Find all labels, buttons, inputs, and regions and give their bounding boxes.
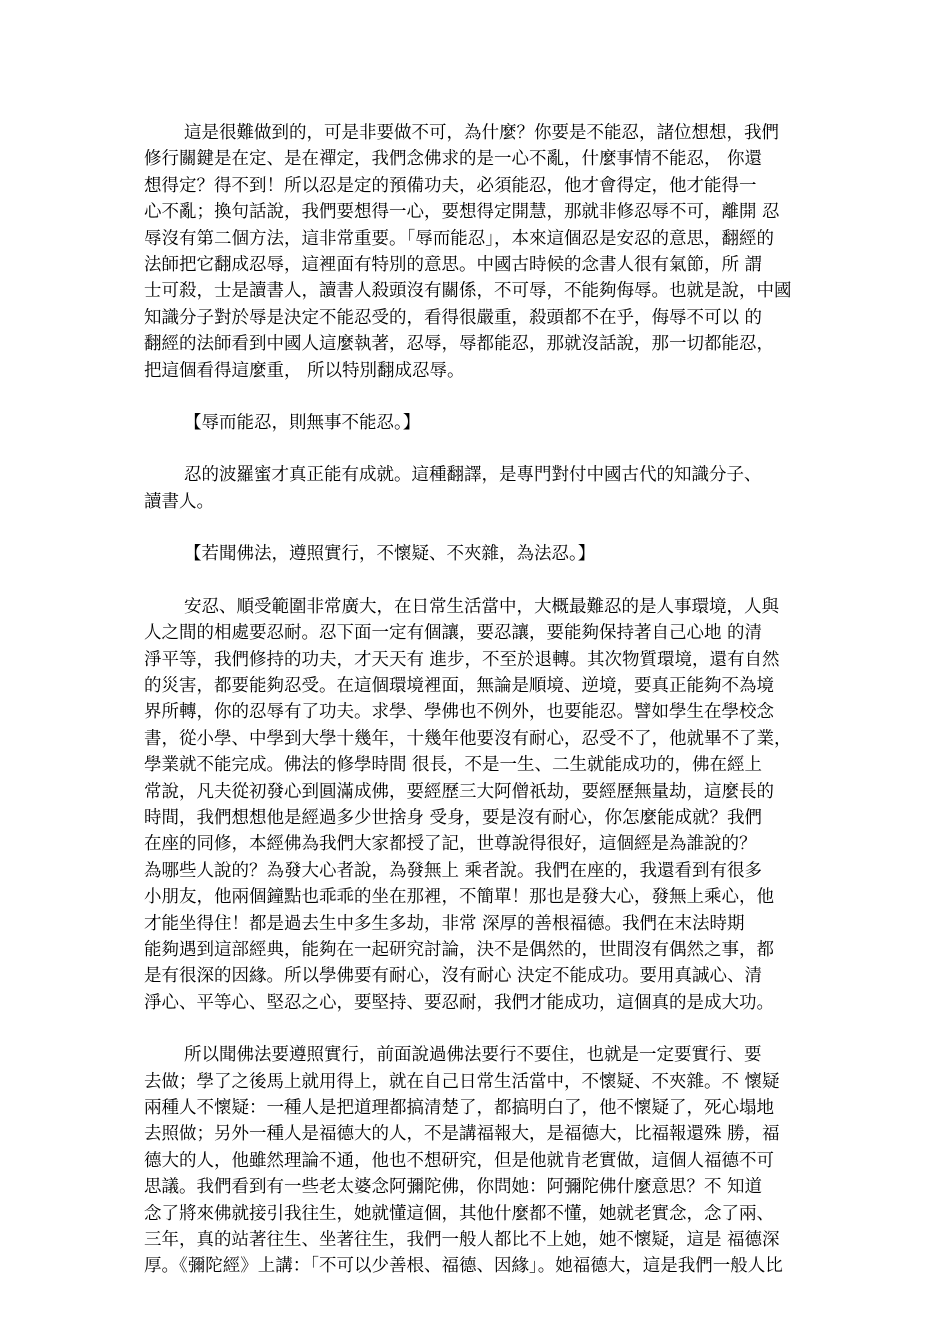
text-line: 在座的同修，本經佛為我們大家都授了記，世尊說得很好，這個經是為誰說的？ <box>144 834 757 855</box>
text-line: 想得定？得不到！所以忍是定的預備功夫，必須能忍，他才會得定，他才能得一 <box>144 175 757 196</box>
paragraph-4 <box>144 1042 810 1280</box>
text-line: 兩種人不懷疑：一種人是把道理都搞清楚了，都搞明白了，他不懷疑了，死心塌地 <box>144 1098 774 1118</box>
text-line: 士可殺，士是讀書人，讀書人殺頭沒有關係，不可辱，不能夠侮辱。也就是說，中國 <box>144 281 792 302</box>
text-line: 德大的人，他雖然理論不通，他也不想研究，但是他就肯老實做，這個人福德不可 <box>144 1150 774 1171</box>
text-line: 忍的波羅蜜才真正能有成就。這種翻譯，是專門對付中國古代的知識分子、 <box>184 465 762 486</box>
text-line: 時間，我們想想他是經過多少世捨身 受身，要是沒有耐心，你怎麼能成就？我們 <box>144 807 763 828</box>
text-line: 厚。《彌陀經》上講：「不可以少善根、福德、因緣」。她福德大，這是我們一般人比 <box>144 1256 783 1277</box>
sutra-quote-1 <box>144 410 810 436</box>
text-line: 心不亂；換句話說，我們要想得一心，要想得定開慧，那就非修忍辱不可，離開 忍 <box>144 202 780 223</box>
text-line: 常說，凡夫從初發心到圓滿成佛，要經歷三大阿僧祇劫，要經歷無量劫，這麼長的 <box>144 781 774 802</box>
sutra-quote-2 <box>144 541 810 567</box>
text-line: 界所轉，你的忍辱有了功夫。求學、學佛也不例外，也要能忍。譬如學生在學校念 <box>144 702 774 723</box>
text-line: 念了將來佛就接引我往生，她就懂這個，其他什麼都不懂，她就老實念，念了兩、 <box>144 1203 774 1224</box>
text-line: 三年，真的站著往生、坐著往生，我們一般人都比不上她，她不懷疑，這是 福德深 <box>144 1230 780 1251</box>
text-line: 學業就不能完成。佛法的修學時間 很長，不是一生、二生就能成功的，佛在經上 <box>144 755 763 776</box>
text-line: 的災害，都要能夠忍受。在這個環境裡面，無論是順境、逆境，要真正能夠不為境 <box>144 675 774 696</box>
text-line: 書，從小學、中學到大學十幾年，十幾年他要沒有耐心，忍受不了，他就畢不了業， <box>144 728 792 749</box>
paragraph-gap <box>144 384 810 410</box>
text-line: 翻經的法師看到中國人這麼執著，忍辱，辱都能忍，那就沒話說，那一切都能忍， <box>144 334 774 355</box>
paragraph-gap <box>144 515 810 541</box>
text-line: 才能坐得住！都是過去生中多生多劫，非常 深厚的善根福德。我們在末法時期 <box>144 913 745 934</box>
document-page <box>144 120 810 1280</box>
paragraph-gap <box>144 1016 810 1042</box>
text-line: 思議。我們看到有一些老太婆念阿彌陀佛，你問她：阿彌陀佛什麼意思？不 知道 <box>144 1177 763 1198</box>
text-line: 修行關鍵是在定、是在禪定，我們念佛求的是一心不亂，什麼事情不能忍， 你還 <box>144 149 763 170</box>
text-line: 去做；學了之後馬上就用得上，就在自己日常生活當中，不懷疑、不夾雜。不 懷疑 <box>144 1071 780 1092</box>
paragraph-gap <box>144 568 810 594</box>
text-line: 法師把它翻成忍辱，這裡面有特別的意思。中國古時候的念書人很有氣節，所 謂 <box>144 255 763 276</box>
text-line: 去照做；另外一種人是福德大的人，不是講福報大，是福德大，比福報還殊 勝，福 <box>144 1124 780 1145</box>
text-line: 人之間的相處要忍耐。忍下面一定有個讓，要忍讓，要能夠保持著自己心地 的清 <box>144 623 763 644</box>
paragraph-3 <box>144 594 810 1017</box>
text-line: 知識分子對於辱是決定不能忍受的，看得很嚴重，殺頭都不在乎，侮辱不可以 的 <box>144 307 763 328</box>
paragraph-gap <box>144 436 810 462</box>
text-line: 能夠遇到這部經典，能夠在一起研究討論，決不是偶然的，世間沒有偶然之事，都 <box>144 939 774 960</box>
text-line: 淨心、平等心、堅忍之心，要堅持、要忍耐，我們才能成功，這個真的是成大功。 <box>144 992 774 1013</box>
text-line: 淨平等，我們修持的功夫，才天天有 進步，不至於退轉。其次物質環境，還有自然 <box>144 649 780 670</box>
text-line: 小朋友，他兩個鐘點也乖乖的坐在那裡，不簡單！那也是發大心，發無上乘心，他 <box>144 887 774 908</box>
text-line: 安忍、順受範圍非常廣大，在日常生活當中，大概最難忍的是人事環境，人與 <box>184 596 779 617</box>
text-line: 為哪些人說的？為發大心者說，為發無上 乘者說。我們在座的，我還看到有很多 <box>144 860 763 881</box>
text-line: 【若聞佛法，遵照實行，不懷疑、不夾雜，為法忍。】 <box>184 544 596 565</box>
text-line: 所以聞佛法要遵照實行，前面說過佛法要行不要住，也就是一定要實行、要 <box>184 1045 762 1066</box>
text-line: 這是很難做到的，可是非要做不可，為什麼？你要是不能忍，諸位想想，我們 <box>184 123 779 143</box>
paragraph-2 <box>144 462 810 515</box>
paragraph-1 <box>144 120 810 384</box>
text-line: 讀書人。 <box>144 491 214 512</box>
text-line: 辱沒有第二個方法，這非常重要。「辱而能忍」，本來這個忍是安忍的意思，翻經的 <box>144 228 774 249</box>
text-line: 【辱而能忍，則無事不能忍。】 <box>184 413 421 434</box>
text-line: 是有很深的因緣。所以學佛要有耐心，沒有耐心 決定不能成功。要用真誠心、清 <box>144 966 763 987</box>
text-line: 把這個看得這麼重， 所以特別翻成忍辱。 <box>144 360 465 381</box>
